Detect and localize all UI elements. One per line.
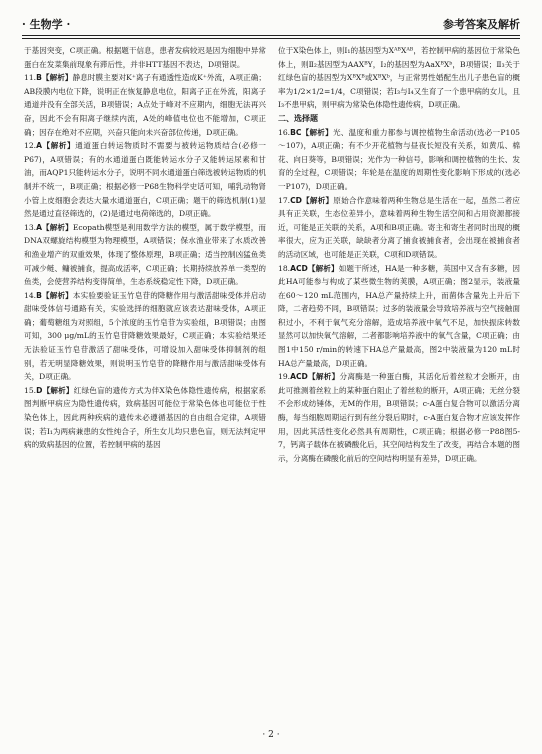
page-number: · 2 · xyxy=(262,730,280,740)
question-number: 19. xyxy=(278,372,291,382)
question-number: 17. xyxy=(278,195,291,205)
question-15 xyxy=(24,384,266,452)
question-number: 12. xyxy=(24,141,37,151)
explanation-text: 通道蛋白转运物质时不需要与被转运物质结合(必修一 P67)，A项错误；有的水通道蛋白既能转运水分子又能转运尿素和甘油，而AQP1只能转运水分子，说明不同水通道蛋白筛选被转运物质的机制并不统一，B项正确；根据必修一P68生物科学史话可知，哺乳动物肾小管上皮细胞会表达大量水通道蛋白，C项正确；题干的筛选机制(1)显然是通过直径筛选的，(2)是通过电荷筛选的，D项正确。 xyxy=(24,141,266,219)
answer-key: D【解析】 xyxy=(36,385,74,395)
explanation-text: 原始合作意味着两种生物总是生活在一起，虽然二者应具有正关联，生态位差异小，意味着两种生物生活空间和占用资源都接近，可能是正关联的关系，A项和B项正确。寄主和寄生者同时出现的概率很大，应为正关联，缺缺者分离了捕食被捕食者，会出现在被捕食者的活动区域，也可能是正关联，C项和D项错误。 xyxy=(278,195,520,259)
question-number: 18. xyxy=(278,263,291,273)
subject-label: · 生物学 · xyxy=(22,18,71,31)
explanation-text: 红绿色盲的遗传方式为伴X染色体隐性遗传病，根据家系图判断甲病应为隐性遗传病，致病基因可能位于常染色体也可能位于性染色体上，因此两种疾病的遗传未必遵循基因的自由组合定律，A项错误；若Ⅰ₁为两病兼患的女性纯合子，所生女儿均只患色盲，则无法判定甲病的致病基因的位置，若控制甲病的基因 xyxy=(24,385,266,450)
answer-key: CD【解析】 xyxy=(290,195,334,205)
explanation-text: 光、温度和重力都参与调控植物生命活动(选必一P105～107)，A项正确；有不少开花植物与昼夜长短没有关系，如黄瓜、棉花、向日葵等，B项错误；光作为一种信号，影响和调控植物的生长、发育的全过程，C项错误；年轮是在温度的周期性变化影响下形成的(选必一P107)，D项正确。 xyxy=(278,127,520,191)
question-11 xyxy=(24,71,266,139)
question-19 xyxy=(278,370,520,465)
question-13 xyxy=(24,221,266,289)
right-column xyxy=(278,44,520,724)
question-16 xyxy=(278,126,520,194)
question-18 xyxy=(278,262,520,371)
question-number: 13. xyxy=(24,222,37,232)
explanation-text: 位于X染色体上，则Ⅰ₁的基因型为XᴬᴮXᴬᴮ，若控制甲病的基因位于常染色体上，则Ⅱ₂基因型为AAXᴮY，Ⅰ₂的基因型为AaXᴮXᵇ，B项错误；Ⅱ₃关于红绿色盲的基因型为XᴮXᴮ或XᴮXᵇ，与正常男性婚配生出儿子患色盲的概率为1/2×1/2=1/4，C项错误；若Ⅰ₃与Ⅰ₄又生育了一个患甲病的女儿，且Ⅰ₃不患甲病，则甲病为常染色体隐性遗传病，D项正确。 xyxy=(278,46,520,110)
explanation-text: 如题干所述，HA是一种多糖，英国中又含有多糖，因此HA可能参与构成了某些微生物的荚膜，A项正确；图2显示，装液量在60～120 mL范围内，HA总产量持续上升，而菌体含量先上升后下降，二者趋势不同，B项错误；过多的装液量会导致培养液与空气接触面积过小，不利于氧气充分溶解，造成培养液中氧气不足，加快振床转数显然可以加快氧气溶解，二者都影响培养液中的氧气含量，C项正确；由图1中150 r/min的转速下HA总产量最高，图2中装液量为120 mL时HA总产量最高，D项正确。 xyxy=(278,263,520,368)
left-column xyxy=(24,44,266,724)
answer-key: ACD【解析】 xyxy=(290,263,339,273)
question-number: 15. xyxy=(24,385,37,395)
explanation-text: 本实验要验证玉竹皂苷的降糖作用与激活甜味受体并启动甜味受体信号通路有关，实验选择的细胞就应该表达甜味受体，A项正确；葡萄糖组为对照组，5个浓度的玉竹皂苷为实验组，B项错误；由图可知，300 μg/mL的玉竹皂苷降糖效果最好，C项正确；本实验结果还无法验证玉竹皂苷激活了甜味受体，可增设加入甜味受体抑制剂的组别，若无明显降糖效果，则说明玉竹皂苷的降糖作用与激活甜味受体有关，D项正确。 xyxy=(24,290,266,382)
continued-text xyxy=(278,44,520,112)
answer-key: A【解析】 xyxy=(36,222,73,232)
answer-title: 参考答案及解析 xyxy=(443,18,520,31)
question-number: 16. xyxy=(278,127,291,137)
question-14 xyxy=(24,289,266,384)
page-header xyxy=(22,14,520,34)
question-17 xyxy=(278,194,520,262)
header-rule-thin xyxy=(22,38,520,39)
question-12 xyxy=(24,139,266,221)
question-number: 11. xyxy=(24,73,37,83)
continued-text xyxy=(24,44,266,71)
answer-key: B【解析】 xyxy=(36,290,73,300)
section-heading: 二、选择题 xyxy=(278,113,318,123)
answer-key: A【解析】 xyxy=(36,141,76,151)
explanation-text: Ecopath模型是利用数学方法的模型，属于数学模型，而DNA双螺旋结构模型为物理模型，A项错误；保水渔业带来了水质改善和渔业增产的双重效果，体现了整体原理，B项正确；适当控制凶猛鱼类可减少鲢、鳙被捕食，提高成活率，C项正确；长期持续放养单一类型的鱼类，会使营养结构变得简单，生态系统稳定性下降，D项正确。 xyxy=(24,222,266,287)
explanation-text: 分离酶是一种蛋白酶，其活化后着丝粒才会断开，由此可推测着丝粒上的某种蛋白阻止了着丝粒的断开，A项正确；无丝分裂不会形成纺锤体，无M的作用，B项错误；c-A蛋白复合物可以激活分离酶，每当细胞周期运行到有丝分裂后期时，c-A蛋白复合物才应该发挥作用，因此其活性变化必然具有周期性，C项正确；根据必修一P88图5-7，钙离子载体在被磷酸化后，其空间结构发生了改变，再结合本题的图示，分离酶在磷酸化前后的空间结构明显有差异，D项正确。 xyxy=(278,372,520,463)
header-rule xyxy=(22,35,520,36)
answer-key: B【解析】 xyxy=(36,73,73,83)
explanation-text: 静息时膜主要对K⁺离子有通透性造成K⁺外流，A项正确；AB段膜内电位下降，说明正在恢复静息电位，阳离子正在外流，阳离子通道并没有全部关活，B项错误；A点处于峰对不应期内，细胞无法再兴奋，因此不会有阳离子继续内流，A处的峰值电位也不能增加，C项正确；因存在绝对不应期，兴奋只能向未兴奋部位传递，D项正确。 xyxy=(24,73,266,137)
answer-key: BC【解析】 xyxy=(290,127,333,137)
question-number: 14. xyxy=(24,290,37,300)
explanation-text: 于基因突变，C项正确。根据题干信息，患者发病较迟是因为细胞中异常蛋白在发菜集前现象有滞后性，并非HTT基因不表达，D项错误。 xyxy=(24,46,266,69)
answer-key: ACD【解析】 xyxy=(290,372,340,382)
